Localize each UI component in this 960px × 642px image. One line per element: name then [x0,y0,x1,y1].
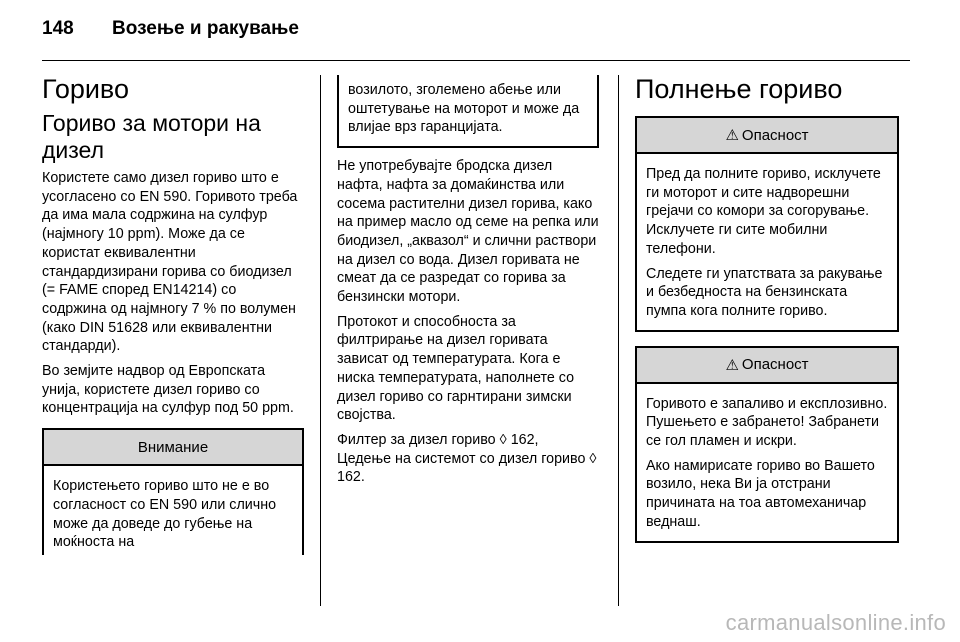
danger-text: Ако намирисате гориво во Вашето возило, нека Ви ја отстрани причината на тоа автомеханичар веднаш. [646,457,875,530]
danger-text: Следете ги упатствата за ракување и безбедноста на бензинската пумпа кога полните гориво. [646,265,883,319]
caution-text-continued: возилото, зголемено абење или оштетување на моторот и може да влијае врз гаранцијата. [348,82,580,136]
paragraph-temperature: Протокот и способноста за филтрирање на дизел горивата зависат од температурата. Кога е ниска температурата, наполнете со дизел гориво со гарнтирани зимски својства. [337,313,575,424]
header-divider [42,60,910,61]
section-title: Возење и ракување [112,18,299,39]
cross-references: Филтер за дизел гориво ◊ 162, Цедење на системот со дизел гориво ◊ 162. [337,431,597,486]
subheading-diesel: Гориво за мотори на дизел [42,110,261,163]
section-heading-refuelling: Полнење гориво [635,74,843,104]
caution-box [42,428,304,555]
paragraph-forbidden-fuels: Не употребувајте бродска дизел нафта, нафта за домаќинства или сосема растителни дизел горива, како на пример масло од семе на репка или биодизел, „аквазол“ и слични раствори на дизел со вода. Дизел горивата не смеат да се разредат со горива за бензински мотори. [337,158,599,306]
page-header [42,18,299,48]
column-3 [635,72,899,543]
column-divider-2 [618,75,619,606]
warning-icon: ⚠ [725,356,739,374]
reference-link-draining[interactable]: 162. [337,469,365,486]
page-number: 148 [42,18,74,39]
column-1 [42,72,304,555]
danger-text: Пред да полните гориво, исклучете ги моторот и сите надворешни грејачи со комори за согорување. Исклучете ги сите мобилни телефони. [646,166,881,257]
danger-title: Опасност [741,126,809,144]
warning-icon: ⚠ [725,127,739,144]
caution-text: Користењето гориво што не е во согласност со EN 590 или слично може да доведе до губење на моќноста на [53,478,277,551]
reference-icon: ◊ [589,450,597,467]
paragraph-en590: Користете само дизел гориво што е усогласено со EN 590. Горивото треба да има мала содржина на сулфур (најмногу 10 ppm). Може да се користат еквивалентни стандардизирани горива со биодизел (= FAME според EN14214) со содржина од најмногу 7 % по волумен (како DIN 51628 или еквивалентни стандарди). [42,170,298,355]
column-2 [337,75,599,493]
danger-box-1 [635,116,899,332]
reference-link-filter[interactable]: 162, [510,431,539,448]
column-divider-1 [320,75,321,606]
danger-text: Горивото е запаливо и експлозивно. Пушењето е забрането! Забранети се гол пламен и искри. [646,395,888,450]
caution-title: Внимание [44,430,302,466]
reference-icon: ◊ [499,431,507,448]
paragraph-non-eu: Во земјите надвор од Европската унија, користете дизел гориво со концентрација на сулфур под 50 ppm. [42,363,294,417]
danger-title: Опасност [741,356,809,374]
caution-box-continued [337,75,599,148]
watermark: carmanualsonline.info [725,610,946,635]
section-heading-fuel: Гориво [42,74,129,104]
danger-box-2 [635,346,899,543]
